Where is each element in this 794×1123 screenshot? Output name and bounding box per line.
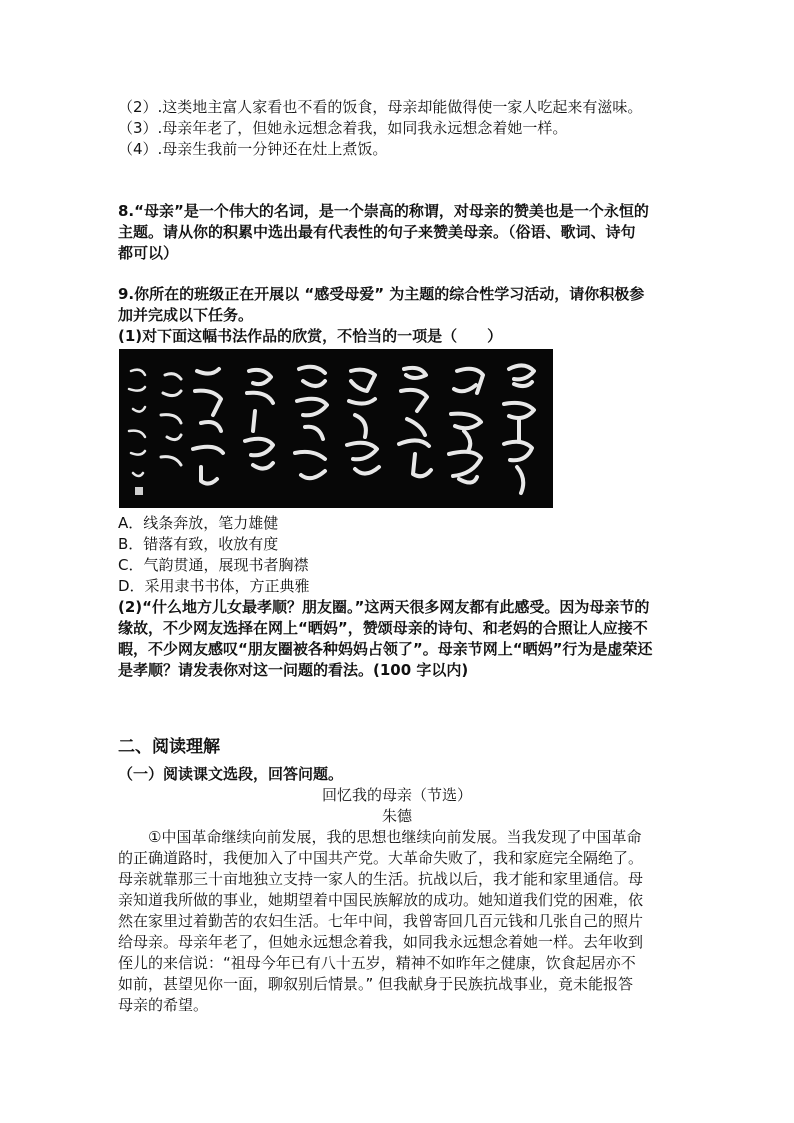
q9-intro-line-2: 加并完成以下任务。 bbox=[118, 306, 254, 324]
option-3: （3）.母亲年老了，但她永远想念着我，如同我永远想念着她一样。 bbox=[118, 119, 568, 137]
q9-2-line-4: 是孝顺？请发表你对这一问题的看法。(100 字以内) bbox=[118, 661, 469, 679]
article-line-5: 然在家里过着勤苦的农妇生活。七年中间，我曾寄回几百元钱和几张自己的照片 bbox=[118, 912, 644, 930]
q8-line-1: 8.“母亲”是一个伟大的名词，是一个崇高的称谓，对母亲的赞美也是一个永恒的 bbox=[118, 202, 649, 220]
q9-intro-line-1: 9.你所在的班级正在开展以 “感受母爱” 为主题的综合性学习活动，请你积极参 bbox=[118, 285, 645, 303]
calligraphy-artwork bbox=[119, 349, 553, 508]
q9-2-line-2: 缘故，不少网友选择在网上“晒妈”，赞颂母亲的诗句、和老妈的合照让人应接不 bbox=[118, 619, 648, 637]
article-line-9: 母亲的希望。 bbox=[118, 996, 209, 1014]
article-author: 朱德 bbox=[381, 807, 412, 825]
option-4: （4）.母亲生我前一分钟还在灶上煮饭。 bbox=[118, 140, 388, 158]
article-line-7: 侄儿的来信说：“祖母今年已有八十五岁，精神不如昨年之健康，饮食起居亦不 bbox=[118, 954, 636, 972]
choice-a: A．线条奔放，笔力雄健 bbox=[118, 514, 279, 532]
article-line-2: 的正确道路时，我便加入了中国共产党。大革命失败了，我和家庭完全隔绝了。 bbox=[118, 849, 644, 867]
article-line-1: ①中国革命继续向前发展，我的思想也继续向前发展。当我发现了中国革命 bbox=[118, 828, 642, 846]
section-2-title: 二、阅读理解 bbox=[118, 737, 220, 757]
option-2: （2）.这类地主富人家看也不看的饭食，母亲却能做得使一家人吃起来有滋味。 bbox=[118, 98, 643, 116]
article-line-8: 如前，甚望见你一面，聊叙别后情景。” 但我献身于民族抗战事业，竟未能报答 bbox=[118, 975, 634, 993]
article-line-6: 给母亲。母亲年老了，但她永远想念着我，如同我永远想念着她一样。去年收到 bbox=[118, 933, 644, 951]
q8-line-3: 都可以） bbox=[118, 244, 179, 262]
article-line-3: 母亲就靠那三十亩地独立支持一家人的生活。抗战以后，我才能和家里通信。母 bbox=[118, 870, 644, 888]
part-1-title: （一）阅读课文选段，回答问题。 bbox=[118, 765, 344, 783]
article-line-4: 亲知道我所做的事业，她期望着中国民族解放的成功。她知道我们党的困难，依 bbox=[118, 891, 644, 909]
q9-2-line-1: (2)“什么地方儿女最孝顺？朋友圈。”这两天很多网友都有此感受。因为母亲节的 bbox=[118, 598, 650, 616]
calligraphy-strokes bbox=[119, 349, 553, 508]
q9-1-prompt: (1)对下面这幅书法作品的欣赏，不恰当的一项是（ ） bbox=[118, 327, 503, 345]
q9-2-line-3: 暇，不少网友感叹“朋友圈被各种妈妈占领了”。母亲节网上“晒妈”行为是虚荣还 bbox=[118, 640, 653, 658]
article-title: 回忆我的母亲（节选） bbox=[321, 786, 472, 804]
q8-line-2: 主题。请从你的积累中选出最有代表性的句子来赞美母亲。（俗语、歌词、诗句 bbox=[118, 223, 636, 241]
choice-c: C．气韵贯通，展现书者胸襟 bbox=[118, 556, 309, 574]
choice-d: D．采用隶书书体，方正典雅 bbox=[118, 577, 310, 595]
choice-b: B．错落有致，收放有度 bbox=[118, 535, 279, 553]
